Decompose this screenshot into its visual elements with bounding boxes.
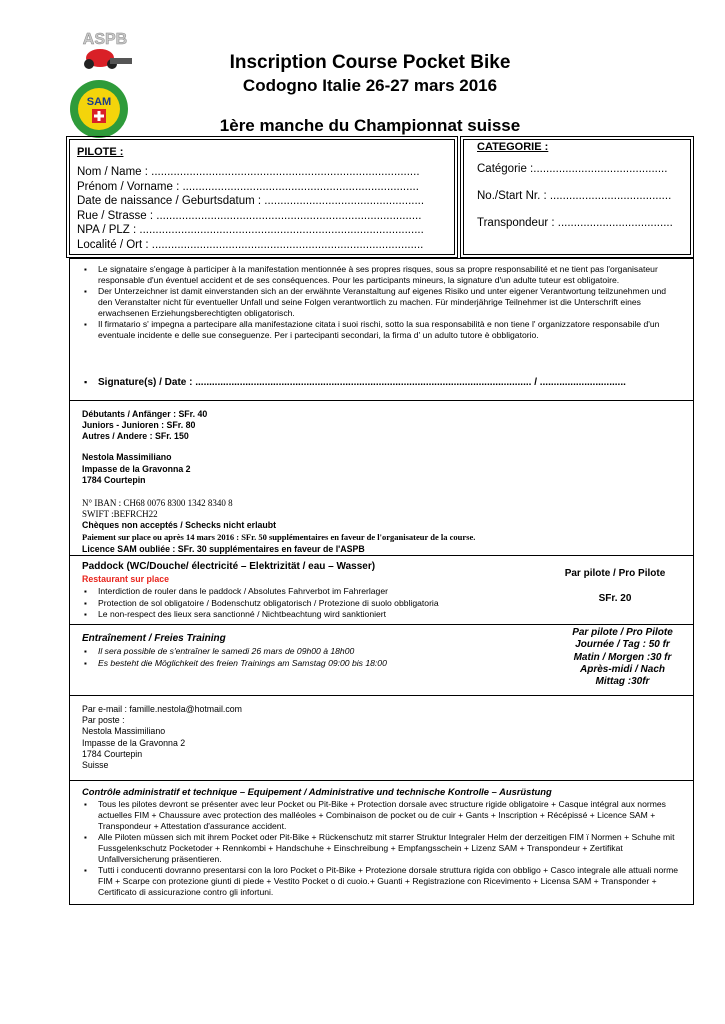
row-separator	[69, 555, 694, 556]
field-categorie[interactable]: Catégorie :..........................................	[477, 163, 668, 175]
aspb-logo	[74, 28, 136, 72]
paddock-price: SFr. 20	[598, 593, 632, 604]
training-info-de: ▪ Es besteht die Möglichkeit des freien Trainings am Samstag 09:00 bis 18:00	[82, 658, 387, 670]
row-separator	[69, 780, 694, 781]
training-prices	[555, 627, 690, 688]
paddock-rule: ▪ Protection de sol obligatoire / Bodenschutz obligatorisch / Protezione di suolo obbligatoria	[82, 598, 439, 610]
control-title: Contrôle administratif et technique – Equipement / Administrative und technische Kontrolle – Ausrüstung	[82, 786, 552, 797]
training-price-line: Mittag :30fr	[595, 676, 650, 688]
declaration-section	[82, 264, 682, 341]
iban: N° IBAN : CH68 0076 8300 1342 8340 8	[82, 498, 233, 508]
sam-logo	[69, 79, 129, 139]
declaration-it: ▪ Il firmatario s' impegna a partecipare alla manifestazione citata i suoi rischi, sotto la sua responsabilità e non tiene l' organizzatore responsabile d'un eventuale incidente e delle sue conseguenze. Per i partecipanti secondari, la firma d' un adulto tutore è obbligatorio.	[82, 319, 682, 341]
categorie-heading: CATEGORIE :	[477, 141, 549, 153]
categorie-fields	[477, 163, 673, 244]
signature-line[interactable]: ▪ Signature(s) / Date : ......................................................................................................................... / ...............................	[82, 377, 682, 388]
training-price-line: Après-midi / Nach	[579, 663, 666, 675]
restaurant-note: Restaurant sur place	[82, 574, 170, 584]
paddock-title: Paddock (WC/Douche/ électricité – Elektrizität / eau – Wasser)	[82, 561, 376, 572]
address-line: Impasse de la Gravonna 2	[82, 463, 191, 474]
event-location-date: Codogno Italie 26-27 mars 2016	[242, 76, 498, 95]
swift: SWIFT :BEFRCH22	[82, 508, 158, 519]
contact-email[interactable]: Par e-mail : famille.nestola@hotmail.com	[82, 704, 242, 714]
tarif-list	[82, 409, 207, 442]
licence-note: Licence SAM oubliée : SFr. 30 supplémentaires en faveur de l'ASPB	[82, 544, 365, 554]
declaration-de: ▪ Der Unterzeichner ist damit einverstanden sich an der erwähnte Veranstaltung auf eigenes Risiko und unter eigener Verantwortung teilzunehmen und den Veranstalter nicht für eventueller Unfall und seine Folgen verantwortlich zu machen. Für minderjährige Teilnehmer ist die Unterschrift eines erwachsenen Erziehungsberechtigten obligatorisch.	[82, 286, 682, 319]
field-npa[interactable]: NPA / PLZ : .........................................................................................	[77, 224, 424, 237]
address-line: Nestola Massimiliano	[82, 452, 172, 462]
address-line: 1784 Courtepin	[82, 475, 146, 485]
page-title: Inscription Course Pocket Bike	[229, 52, 511, 73]
payment-address	[82, 452, 191, 487]
field-prenom[interactable]: Prénom / Vorname : ..........................................................................	[77, 180, 419, 193]
paddock-price-label: Par pilote / Pro Pilote	[564, 568, 666, 579]
championship-round: 1ère manche du Championnat suisse	[219, 116, 521, 135]
paddock-rules	[82, 586, 439, 621]
tarif-juniors: Juniors - Junioren : SFr. 80	[82, 420, 196, 430]
contact-line: Impasse de la Gravonna 2	[82, 737, 186, 748]
control-requirements	[82, 799, 686, 898]
contact-line: Suisse	[82, 760, 109, 771]
field-rue[interactable]: Rue / Strasse : ...................................................................................	[77, 209, 422, 222]
paddock-rule: ▪ Le non-respect des lieux sera sanctionné / Nichtbeachtung wird sanktioniert	[82, 609, 439, 621]
field-localite[interactable]: Localité / Ort : .....................................................................................	[77, 238, 424, 251]
field-start-nr[interactable]: No./Start Nr. : ......................................	[477, 190, 672, 202]
control-requirement-it: ▪ Tutti i conducenti dovranno presentarsi con la loro Pocket o Pit-Bike + Protezione dorsale struttura rigida con obbligo + Casco integrale alle attuali norme FIM + Scarpe con protezione giunti di piede + Vestito Pocket o di cuoio.+ Guanti + Registrazione con Ricevimento + Licensa SAM + Transponder + Certificato di assicurazione contro gli infortuni.	[82, 865, 686, 898]
sam-logo-text: SAM	[86, 96, 112, 108]
contact-line: 1784 Courtepin	[82, 748, 143, 759]
aspb-logo-text: ASPB	[82, 31, 128, 48]
contact-line: Nestola Massimiliano	[82, 726, 166, 737]
pilote-fields	[77, 165, 424, 253]
tarif-debutants: Débutants / Anfänger : SFr. 40	[82, 409, 208, 419]
pilote-heading: PILOTE :	[77, 146, 124, 158]
training-info-fr: ▪ Il sera possible de s'entraîner le samedi 26 mars de 09h00 à 18h00	[82, 646, 387, 658]
tarif-autres: Autres / Andere : SFr. 150	[82, 431, 189, 441]
contact-line: Par poste :	[82, 715, 125, 726]
control-requirement-de: ▪ Alle Piloten müssen sich mit ihrem Pocket oder Pit-Bike + Rückenschutz mit starrer Struktur Integraler Helm der derzeitigen FIM ï Normen + Schuhe mit Fussgelenkschutz Pocketoder + Rennkombi + Handschuhe + Einschreibung + Empfangsschein + Lizenz SAM + Transpondeur + Zertifikat Unfallversicherung präsentieren.	[82, 832, 686, 865]
contact-section	[82, 704, 242, 771]
row-separator	[69, 624, 694, 625]
training-price-line: Matin / Morgen :30 fr	[573, 651, 672, 663]
field-transpondeur[interactable]: Transpondeur : ....................................	[477, 217, 673, 229]
field-date-naissance[interactable]: Date de naissance / Geburtsdatum : ..................................................	[77, 195, 425, 208]
training-info	[82, 646, 387, 669]
training-title: Entraînement / Freies Training	[82, 633, 226, 644]
control-requirement-fr: ▪ Tous les pilotes devront se présenter avec leur Pocket ou Pit-Bike + Protection dorsale avec structure rigide obligatoire + Casque intégral aux normes actuelles FIM + Chaussure avec protection des malléoles + Combinaison de pocket ou de cuir + Gants + Inscription + Récépissé + Licence SAM + Transpondeur + Attestation d'assurance accident.	[82, 799, 686, 832]
cheques-note: Chèques non acceptés / Schecks nicht erlaubt	[82, 520, 277, 530]
row-separator	[69, 695, 694, 696]
row-separator	[69, 400, 694, 401]
late-payment-note: Paiement sur place ou après 14 mars 2016 : SFr. 50 supplémentaires en faveur de l'organisateur de la course.	[82, 532, 476, 542]
bank-details	[82, 498, 233, 519]
training-price-line: Par pilote / Pro Pilote	[572, 627, 673, 638]
declaration-fr: ▪ Le signataire s'engage à participer à la manifestation mentionnée à ses propres risques, sous sa propre responsabilité et ne tient pas l'organisateur responsable d'un éventuel accident et de ses conséquences. Pour les participants mineurs, la signature d'un adulte tuteur est obligatoire.	[82, 264, 682, 286]
paddock-rule: ▪ Interdiction de rouler dans le paddock / Absolutes Fahrverbot im Fahrerlager	[82, 586, 439, 598]
field-name[interactable]: Nom / Name : ....................................................................................	[77, 166, 420, 178]
training-price-line: Journée / Tag : 50 fr	[575, 639, 670, 651]
